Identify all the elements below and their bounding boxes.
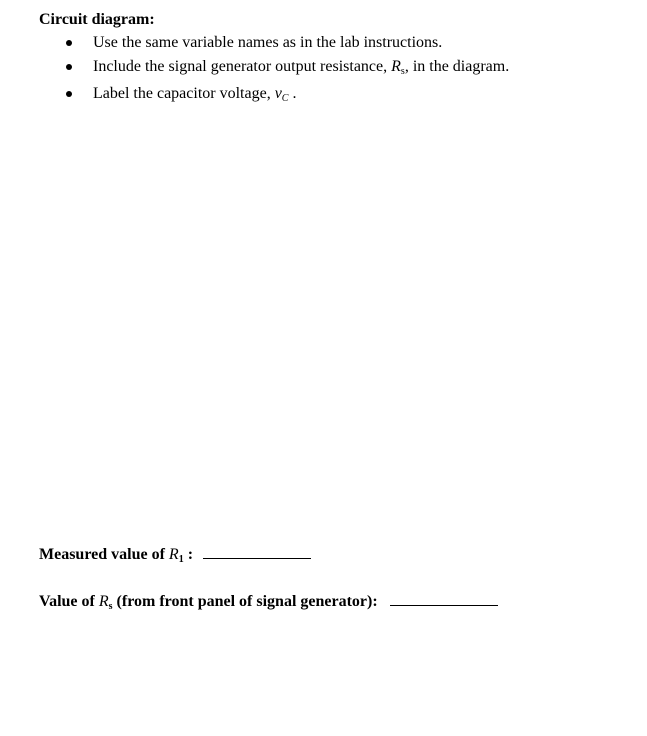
variable-symbol: R [98, 593, 109, 610]
answer-blank[interactable] [203, 544, 311, 559]
bullet-icon [66, 64, 72, 70]
bullet-icon [66, 40, 72, 46]
value-rs-line [39, 591, 498, 617]
bullet-icon [66, 91, 72, 97]
field-label: Measured value of [39, 546, 165, 563]
instruction-list [62, 33, 509, 108]
variable-subscript: 1 [178, 554, 184, 565]
variable-symbol: v [274, 85, 282, 102]
field-label-suffix: (from front panel of signal generator): [116, 593, 378, 610]
list-item [62, 33, 509, 57]
field-colon: : [187, 546, 194, 563]
section-heading: Circuit diagram: [39, 11, 155, 28]
instruction-text-end: , in the diagram. [404, 58, 510, 75]
variable-symbol: R [168, 546, 179, 563]
instruction-text: Use the same variable names as in the lab instructions. [93, 34, 443, 51]
variable-subscript: C [281, 93, 289, 104]
field-label: Value of [39, 593, 95, 610]
list-item [62, 84, 509, 108]
variable-symbol: R [391, 58, 401, 75]
variable-subscript: s [400, 66, 405, 77]
list-item [62, 57, 509, 81]
instruction-text: Label the capacitor voltage, [93, 85, 271, 102]
measured-r1-line [39, 544, 311, 570]
instruction-text: Include the signal generator output resistance, [93, 58, 388, 75]
instruction-text-end: . [292, 85, 297, 102]
answer-blank[interactable] [390, 591, 498, 606]
variable-subscript: s [108, 601, 113, 612]
